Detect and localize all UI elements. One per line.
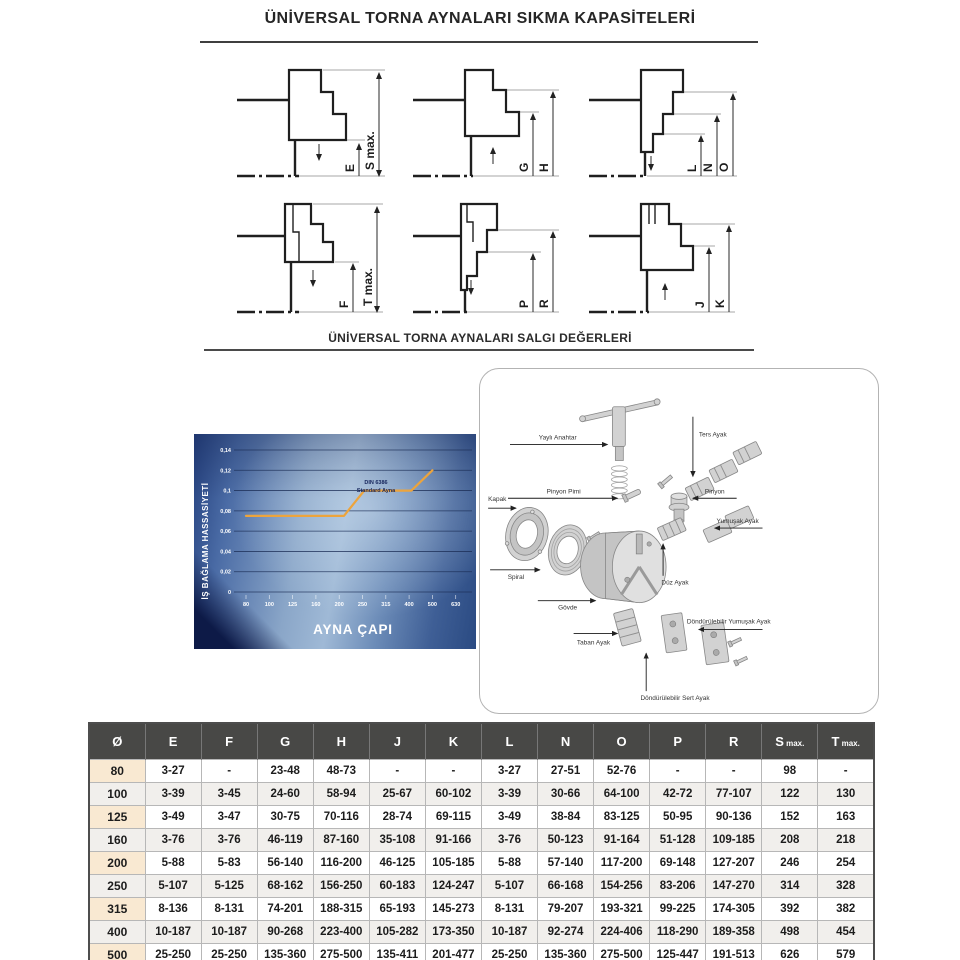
value-cell: 87-160 (313, 829, 369, 852)
value-cell: 3-76 (201, 829, 257, 852)
col-header-F: F (201, 723, 257, 760)
y-tick-label: 0,1 (223, 488, 231, 495)
value-cell: 626 (762, 944, 818, 960)
dim-label-o: O (717, 162, 731, 172)
value-cell: 30-75 (257, 806, 313, 829)
value-cell: 58-94 (313, 783, 369, 806)
value-cell: 122 (762, 783, 818, 806)
screw (658, 474, 674, 489)
diagram-g-h (409, 56, 581, 182)
value-cell: 3-45 (201, 783, 257, 806)
table-row (89, 829, 874, 852)
value-cell: 382 (818, 898, 874, 921)
value-cell: 328 (818, 875, 874, 898)
value-cell: 70-116 (313, 806, 369, 829)
table-row (89, 852, 874, 875)
diagram-p-r (409, 192, 581, 318)
col-header-K: K (425, 723, 481, 760)
value-cell: 5-83 (201, 852, 257, 875)
diagram-f-tmax (233, 192, 405, 318)
y-tick-label: 0,04 (220, 549, 231, 556)
table-row (89, 760, 874, 783)
diameter-cell: 80 (89, 760, 145, 783)
value-cell: 91-164 (594, 829, 650, 852)
value-cell: 246 (762, 852, 818, 875)
value-cell: 10-187 (201, 921, 257, 944)
value-cell: 8-131 (481, 898, 537, 921)
value-cell: 254 (818, 852, 874, 875)
value-cell: - (650, 760, 706, 783)
x-tick-label: 315 (381, 602, 391, 608)
capacity-table (88, 722, 875, 960)
dim-label-j: J (693, 301, 707, 308)
value-cell: - (425, 760, 481, 783)
label-base-jaw: Taban Ayak (576, 639, 611, 647)
value-cell: 8-136 (145, 898, 201, 921)
value-cell: 79-207 (538, 898, 594, 921)
value-cell: 118-290 (650, 921, 706, 944)
title-rule-2 (204, 349, 754, 351)
diameter-cell: 500 (89, 944, 145, 960)
y-tick-label: 0,14 (220, 448, 231, 454)
x-tick-label: 100 (264, 602, 274, 608)
dim-label-n: N (701, 163, 715, 172)
value-cell: 57-140 (538, 852, 594, 875)
value-cell: 152 (762, 806, 818, 829)
dim-label-g: G (517, 162, 531, 172)
title-rule (200, 41, 758, 43)
col-header-P: P (650, 723, 706, 760)
section-title-runout: ÜNİVERSAL TORNA AYNALARI SALGI DEĞERLERİ (328, 331, 632, 345)
value-cell: 46-125 (369, 852, 425, 875)
value-cell: 3-39 (481, 783, 537, 806)
value-cell: 50-95 (650, 806, 706, 829)
diameter-cell: 100 (89, 783, 145, 806)
value-cell: 117-200 (594, 852, 650, 875)
value-cell: 201-477 (425, 944, 481, 960)
value-cell: 3-76 (481, 829, 537, 852)
value-cell: 27-51 (538, 760, 594, 783)
x-tick-label: 400 (404, 602, 414, 608)
value-cell: 156-250 (313, 875, 369, 898)
value-cell: 28-74 (369, 806, 425, 829)
value-cell: 3-49 (145, 806, 201, 829)
label-spanner: Yaylı Anahtar (538, 434, 577, 442)
value-cell: 147-270 (706, 875, 762, 898)
key-shaft (612, 407, 625, 447)
value-cell: 83-206 (650, 875, 706, 898)
value-cell: 3-27 (481, 760, 537, 783)
diameter-cell: 125 (89, 806, 145, 829)
diameter-cell: 160 (89, 829, 145, 852)
label-soft-jaw: Yumuşak Ayak (716, 518, 759, 526)
value-cell: 109-185 (706, 829, 762, 852)
col-header-T: T max. (818, 723, 874, 760)
value-cell: 74-201 (257, 898, 313, 921)
value-cell: 23-48 (257, 760, 313, 783)
clamping-diagrams (233, 56, 761, 318)
value-cell: 5-107 (481, 875, 537, 898)
value-cell: 42-72 (650, 783, 706, 806)
value-cell: 48-73 (313, 760, 369, 783)
value-cell: 38-84 (538, 806, 594, 829)
straight-jaw (657, 518, 686, 541)
table-row (89, 898, 874, 921)
table-row (89, 921, 874, 944)
table-row (89, 783, 874, 806)
annotation-line1: DIN 6386 (364, 480, 388, 486)
label-body: Gövde (558, 604, 578, 612)
col-header-J: J (369, 723, 425, 760)
value-cell: - (706, 760, 762, 783)
value-cell: 30-66 (538, 783, 594, 806)
value-cell: 3-76 (145, 829, 201, 852)
value-cell: 8-131 (201, 898, 257, 921)
x-tick-label: 250 (357, 602, 368, 608)
din-standard-line (246, 470, 432, 516)
value-cell: 163 (818, 806, 874, 829)
col-header-E: E (145, 723, 201, 760)
value-cell: 35-108 (369, 829, 425, 852)
table-row (89, 806, 874, 829)
diameter-cell: 400 (89, 921, 145, 944)
value-cell: 224-406 (594, 921, 650, 944)
value-cell: 116-200 (313, 852, 369, 875)
value-cell: 46-119 (257, 829, 313, 852)
value-cell: 314 (762, 875, 818, 898)
value-cell: 188-315 (313, 898, 369, 921)
x-tick-label: 630 (451, 602, 461, 608)
label-rotatable-hard-jaw: Döndürülebilir Sert Ayak (640, 695, 710, 703)
value-cell: 90-268 (257, 921, 313, 944)
value-cell: 98 (762, 760, 818, 783)
value-cell: 124-247 (425, 875, 481, 898)
page-title: ÜNİVERSAL TORNA AYNALARI SIKMA KAPASİTELERİ (264, 10, 696, 27)
x-tick-label: 500 (427, 602, 437, 608)
value-cell: 218 (818, 829, 874, 852)
value-cell: 3-39 (145, 783, 201, 806)
value-cell: 25-250 (201, 944, 257, 960)
value-cell: 91-166 (425, 829, 481, 852)
screw (728, 636, 742, 647)
diagram-j-k (585, 192, 757, 318)
value-cell: 69-148 (650, 852, 706, 875)
dim-label-f: F (337, 300, 351, 308)
col-header-H: H (313, 723, 369, 760)
value-cell: 92-274 (538, 921, 594, 944)
annotation-line2: Standard Ayna (356, 488, 396, 494)
base-jaw (613, 608, 641, 646)
x-tick-label: 125 (288, 602, 298, 608)
value-cell: 135-360 (538, 944, 594, 960)
value-cell: 25-250 (145, 944, 201, 960)
label-pinion: Pinyon (704, 488, 725, 496)
y-tick-label: 0,06 (220, 529, 231, 536)
label-straight-jaw: Düz Ayak (661, 579, 689, 587)
value-cell: 65-193 (369, 898, 425, 921)
value-cell: 125-447 (650, 944, 706, 960)
reverse-jaw (733, 441, 762, 465)
col-header-N: N (538, 723, 594, 760)
value-cell: 579 (818, 944, 874, 960)
value-cell: 51-128 (650, 829, 706, 852)
label-pinion-pin: Pinyon Pimi (546, 488, 581, 496)
value-cell: 68-162 (257, 875, 313, 898)
exploded-view (480, 369, 876, 710)
x-tick-label: 160 (311, 602, 321, 608)
value-cell: 25-250 (481, 944, 537, 960)
value-cell: 5-88 (481, 852, 537, 875)
value-cell: - (369, 760, 425, 783)
value-cell: 5-88 (145, 852, 201, 875)
value-cell: 64-100 (594, 783, 650, 806)
value-cell: 25-67 (369, 783, 425, 806)
dim-label-tmax: T max. (361, 267, 375, 306)
value-cell: 145-273 (425, 898, 481, 921)
dim-label-e: E (343, 163, 357, 172)
value-cell: 275-500 (313, 944, 369, 960)
value-cell: 275-500 (594, 944, 650, 960)
value-cell: 191-513 (706, 944, 762, 960)
dim-label-h: H (537, 163, 551, 172)
dim-label-l: L (685, 164, 699, 172)
pinion-pin (622, 487, 642, 502)
diameter-cell: 200 (89, 852, 145, 875)
value-cell: - (818, 760, 874, 783)
rotatable-hard-jaw (661, 613, 687, 653)
chuck-body (581, 531, 666, 603)
value-cell: 52-76 (594, 760, 650, 783)
runout-chart-svg (194, 434, 476, 649)
dim-label-p: P (517, 299, 531, 308)
value-cell: 135-411 (369, 944, 425, 960)
label-spiral: Spiral (507, 573, 525, 581)
diagram-e-smax (233, 56, 405, 182)
value-cell: 223-400 (313, 921, 369, 944)
exploded-view-panel (479, 368, 879, 714)
diameter-cell: 315 (89, 898, 145, 921)
value-cell: 3-27 (145, 760, 201, 783)
col-header-O: O (594, 723, 650, 760)
value-cell: - (201, 760, 257, 783)
value-cell: 60-183 (369, 875, 425, 898)
label-reverse-jaw: Ters Ayak (698, 431, 727, 439)
value-cell: 56-140 (257, 852, 313, 875)
value-cell: 135-360 (257, 944, 313, 960)
value-cell: 105-185 (425, 852, 481, 875)
value-cell: 50-123 (538, 829, 594, 852)
value-cell: 99-225 (650, 898, 706, 921)
screw (734, 655, 748, 666)
value-cell: 5-107 (145, 875, 201, 898)
value-cell: 60-102 (425, 783, 481, 806)
value-cell: 174-305 (706, 898, 762, 921)
col-header-Ø: Ø (89, 723, 145, 760)
x-tick-label: 200 (334, 602, 344, 608)
value-cell: 105-282 (369, 921, 425, 944)
value-cell: 3-49 (481, 806, 537, 829)
col-header-S: S max. (762, 723, 818, 760)
value-cell: 66-168 (538, 875, 594, 898)
value-cell: 498 (762, 921, 818, 944)
value-cell: 10-187 (481, 921, 537, 944)
value-cell: 127-207 (706, 852, 762, 875)
dim-label-r: R (537, 299, 551, 308)
y-tick-label: 0,02 (220, 569, 231, 576)
value-cell: 83-125 (594, 806, 650, 829)
value-cell: 10-187 (145, 921, 201, 944)
y-axis-label: İŞ BAĞLAMA HASSASİYETİ (201, 482, 210, 600)
col-header-R: R (706, 723, 762, 760)
value-cell: 130 (818, 783, 874, 806)
x-axis-label: AYNA ÇAPI (313, 622, 393, 637)
key-tip (615, 447, 623, 461)
value-cell: 454 (818, 921, 874, 944)
value-cell: 77-107 (706, 783, 762, 806)
capacity-table-wrap (88, 722, 875, 960)
dim-label-smax: S max. (363, 131, 377, 170)
value-cell: 90-136 (706, 806, 762, 829)
col-header-L: L (481, 723, 537, 760)
x-tick-label: 80 (242, 602, 250, 608)
value-cell: 208 (762, 829, 818, 852)
col-header-G: G (257, 723, 313, 760)
value-cell: 392 (762, 898, 818, 921)
value-cell: 5-125 (201, 875, 257, 898)
value-cell: 69-115 (425, 806, 481, 829)
value-cell: 3-47 (201, 806, 257, 829)
rotatable-soft-jaw (701, 622, 729, 665)
value-cell: 154-256 (594, 875, 650, 898)
label-rotatable-soft-jaw: Döndürülebilir Yumuşak Ayak (686, 618, 771, 626)
y-tick-label: 0,08 (220, 508, 231, 515)
value-cell: 24-60 (257, 783, 313, 806)
y-tick-label: 0 (227, 590, 231, 596)
runout-chart (194, 434, 476, 649)
cover-ring (500, 503, 554, 565)
value-cell: 189-358 (706, 921, 762, 944)
value-cell: 173-350 (425, 921, 481, 944)
table-row (89, 875, 874, 898)
y-tick-label: 0,12 (220, 468, 231, 475)
diameter-cell: 250 (89, 875, 145, 898)
table-row (89, 944, 874, 960)
dim-label-k: K (713, 299, 727, 308)
diagram-l-n-o (585, 56, 757, 182)
label-cover: Kapak (488, 496, 507, 504)
value-cell: 193-321 (594, 898, 650, 921)
reverse-jaw (709, 459, 738, 483)
